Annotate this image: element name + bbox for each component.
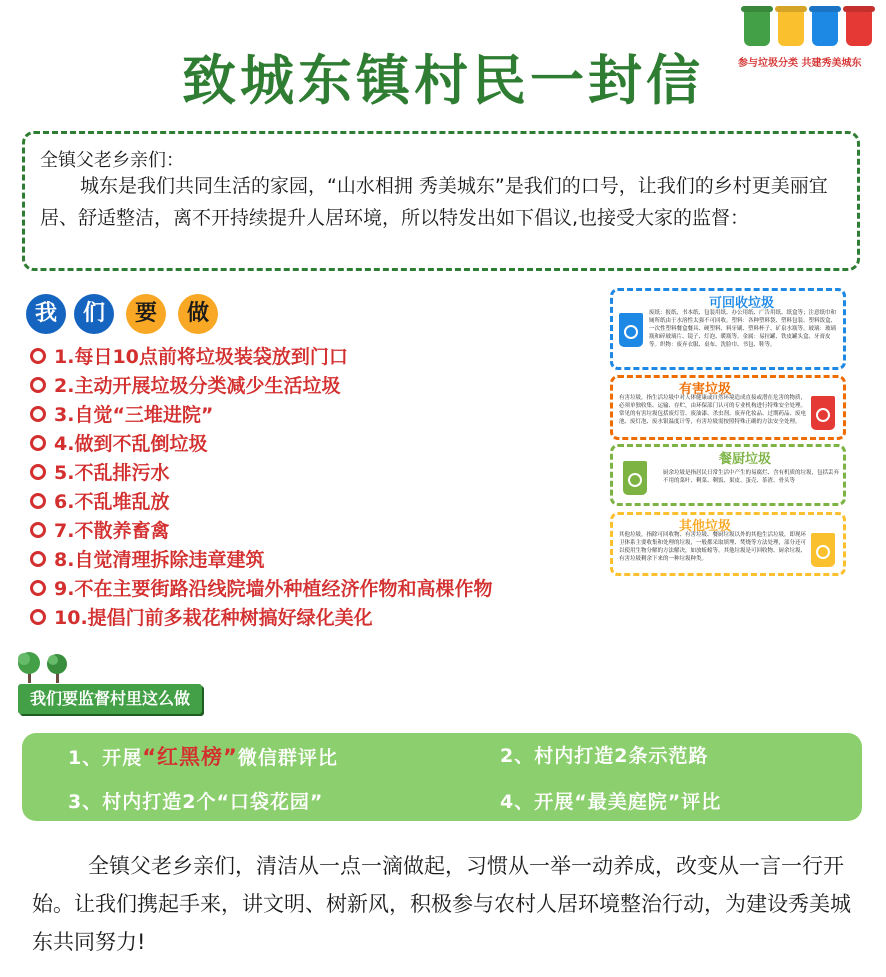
other-panel [610,512,846,576]
list-item: 3.自觉“三堆进院” [30,401,650,430]
measure-item: 4、开展“最美庭院”评比 [500,791,722,813]
garbage-bins-logo [742,6,876,50]
action-list [30,343,650,633]
bullet-icon [30,493,46,509]
we-do-char: 我 [26,294,66,334]
measure-item: 2、村内打造2条示范路 [500,745,709,767]
list-item: 7.不散养畜禽 [30,517,650,546]
panel-text: 有害垃圾，指生活垃圾中对人体健康或自然环境造成直接或潜在危害的物质，必须单独收集、运输、存贮，由环保部门认可的专业机构进行特殊安全处理。常见的有害垃圾包括废灯管、废油漆、杀虫剂、废弃化妆品、过期药品、废电池、废灯泡、废水银温度计等，有害垃圾需按照特殊正确的方法安全处理。 [619,395,807,425]
list-item: 8.自觉清理拆除违章建筑 [30,546,650,575]
recyclable-panel [610,288,846,370]
measures-box [22,733,862,821]
panel-title: 有害垃圾 [679,382,732,397]
bullet-icon [30,551,46,567]
bullet-icon [30,348,46,364]
trees-icon [14,645,84,685]
bullet-icon [30,609,46,625]
bullet-icon [30,377,46,393]
salutation: 全镇父老乡亲们： [40,150,184,171]
panel-title: 可回收垃圾 [709,296,775,311]
hazardous-bin-icon [811,396,835,430]
green-bin-icon [744,10,770,46]
measure-item: 1、开展“红黑榜”微信群评比 [68,745,338,769]
hazardous-panel [610,375,846,440]
bullet-icon [30,580,46,596]
list-item: 2.主动开展垃圾分类减少生活垃圾 [30,372,650,401]
supervise-label: 我们要监督村里这么做 [18,684,202,714]
blue-bin-icon [812,10,838,46]
list-item: 5.不乱排污水 [30,459,650,488]
other-bin-icon [811,533,835,567]
bullet-icon [30,522,46,538]
kitchen-bin-icon [623,461,647,495]
we-do-char: 做 [178,294,218,334]
panel-title: 餐厨垃圾 [719,452,772,467]
bullet-icon [30,464,46,480]
kitchen-panel [610,444,846,506]
bullet-icon [30,435,46,451]
bullet-icon [30,406,46,422]
recycle-bin-icon [619,313,643,347]
list-item: 4.做到不乱倒垃圾 [30,430,650,459]
panel-text: 废纸：报纸、书本纸、包装用纸、办公用纸、广告用纸、纸盒等；注意纸巾和厕所纸由于水溶性太强不可回收。塑料：各种塑料袋、塑料包装、塑料饭盒、一次性塑料餐盒餐具、硬塑料、料牙刷、塑料杯子、矿泉水瓶等。玻璃：玻璃瓶和碎玻璃片、镜子、灯泡、暖瓶等。金属：易拉罐、铁皮罐头盒、牙膏皮等。织物：废弃衣服、桌布、洗脸巾、书包、鞋等。 [649,310,837,348]
list-item: 6.不乱堆乱放 [30,488,650,517]
measure-item: 3、村内打造2个“口袋花园” [68,791,324,813]
we-do-char: 要 [126,294,166,334]
intro-body: 城东是我们共同生活的家园，“山水相拥 秀美城东”是我们的口号，让我们的乡村更美丽宜居、舒适整洁，离不开持续提升人居环境，所以特发出如下倡议,也接受大家的监督： [40,175,828,229]
panel-text: 厨余垃圾是指居民日常生活中产生的易腐烂、含有机质的垃圾，包括丢弃不用的菜叶、剩菜、剩饭、果皮、蛋壳、茶渣、骨头等 [663,470,840,484]
list-item: 10.提倡门前多栽花种树搞好绿化美化 [30,604,650,633]
we-do-char: 们 [74,294,114,334]
closing-paragraph: 全镇父老乡亲们，清洁从一点一滴做起，习惯从一举一动养成，改变从一言一行开始。让我们携起手来，讲文明、树新风，积极参与农村人居环境整治行动，为建设秀美城东共同努力! [32,854,851,954]
panel-text: 其他垃圾，指除可回收物、有害垃圾、餐厨垃圾以外的其他生活垃圾，即现环卫体系主要收集和处理的垃圾，一般都采取填埋、焚烧等方法处理，部分还可以使用生物分解的方法解决，如放蚯蚓等。其他垃圾是可回收物、厨余垃圾、有害垃圾剩余下来的一种垃圾种类。 [619,532,807,562]
page-title: 致城东镇村民一封信 [182,49,704,112]
red-bin-icon [846,10,872,46]
bins-caption: 参与垃圾分类 共建秀美城东 [738,58,862,69]
panel-title: 其他垃圾 [679,519,732,534]
list-item: 1.每日10点前将垃圾装袋放到门口 [30,343,650,372]
yellow-bin-icon [778,10,804,46]
list-item: 9.不在主要街路沿线院墙外种植经济作物和高棵作物 [30,575,650,604]
